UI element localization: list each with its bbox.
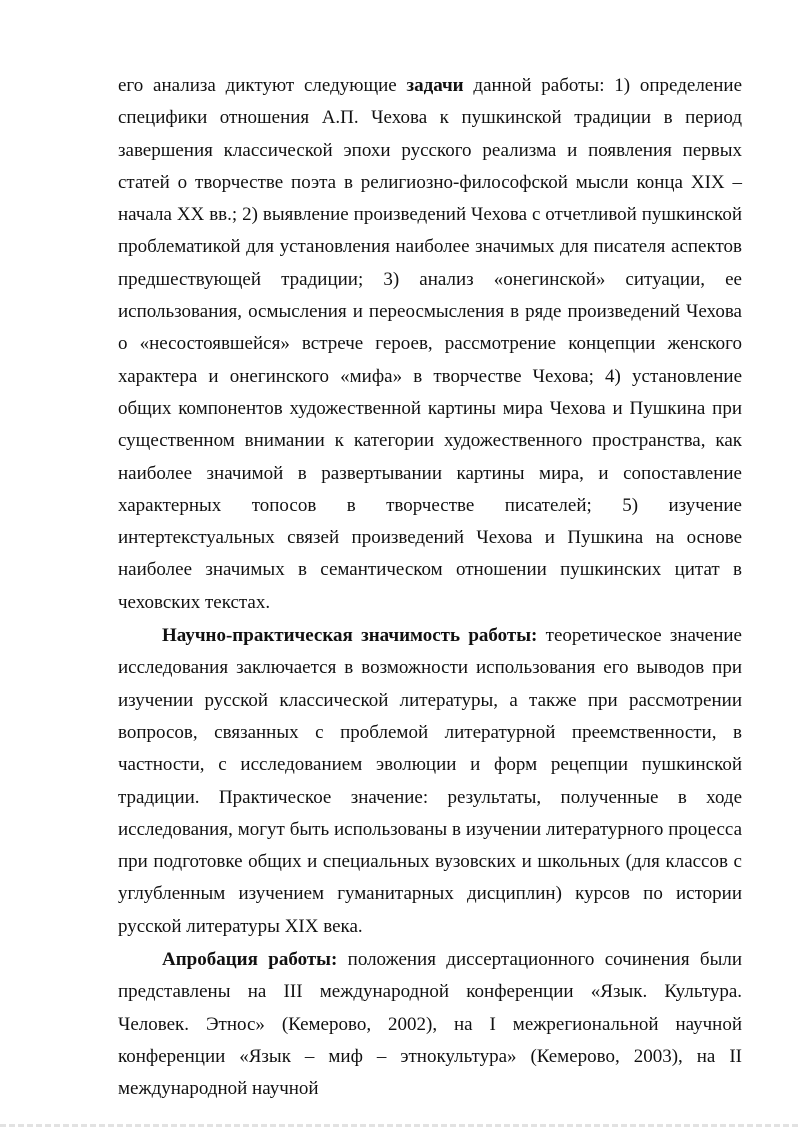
paragraph-approbation: [118, 944, 742, 1105]
document-body: [118, 70, 742, 1106]
scan-edge-artifact: [0, 1124, 800, 1127]
paragraph-significance: [118, 620, 742, 943]
tasks-text-rest: данной работы: 1) определение специфики отношения А.П. Чехова к пушкинской традиции в период завершения классической эпохи русского реализма и появления первых статей о творчестве поэта в религиозно-философской мысли конца XIX – начала XX вв.; 2) выявление произведений Чехова с отчетливой пушкинской проблематикой для установления наиболее значимых для писателя аспектов предшествующей традиции; 3) анализ «онегинской» ситуации, ее использования, осмысления и переосмысления в ряде произведений Чехова о «несостоявшейся» встрече героев, рассмотрение концепции женского характера и онегинского «мифа» в творчестве Чехова; 4) установление общих компонентов художественной картины мира Чехова и Пушкина при существенном внимании к категории художественного пространства, как наиболее значимой в развертывании картины мира, и сопоставление характерных топосов в творчестве писателей; 5) изучение интертекстуальных связей произведений Чехова и Пушкина на основе наиболее значимых в семантическом отношении пушкинских цитат в чеховских текстах.: [118, 75, 742, 613]
tasks-text-start: его анализа диктуют следующие: [118, 75, 407, 96]
significance-heading: Научно-практическая значимость работы:: [162, 625, 538, 647]
approbation-heading: Апробация работы:: [162, 949, 338, 971]
tasks-keyword: задачи: [406, 75, 464, 96]
approbation-text: положения диссертационного сочинения были представлены на III международной конференции «Язык. Культура. Человек. Этнос» (Кемерово, 2002), на I межрегиональной научной конференции «Язык – миф – этнокультура» (Кемерово, 2003), на II международной научной: [118, 949, 742, 1100]
significance-text: теоретическое значение исследования заключается в возможности использования его выводов при изучении русской классической литературы, а также при рассмотрении вопросов, связанных с проблемой литературной преемственности, в частности, с исследованием эволюции и форм рецепции пушкинской традиции. Практическое значение: результаты, полученные в ходе исследования, могут быть использованы в изучении литературного процесса при подготовке общих и специальных вузовских и школьных (для классов с углубленным изучением гуманитарных дисциплин) курсов по истории русской литературы XIX века.: [118, 625, 742, 937]
paragraph-tasks: [118, 70, 742, 619]
